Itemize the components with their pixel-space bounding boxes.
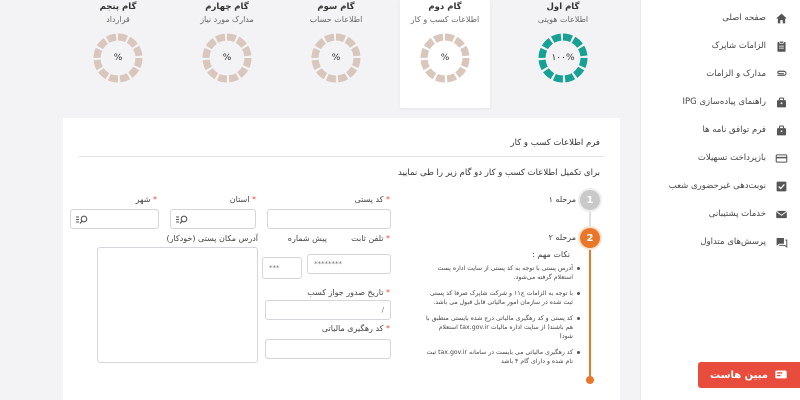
clipboard-icon — [774, 39, 788, 53]
province-select[interactable] — [170, 209, 256, 229]
sidebar-item-loan-repayment[interactable] — [641, 144, 800, 172]
search-icon — [75, 210, 89, 229]
notes-title: نکات مهم : — [532, 250, 570, 259]
sidebar-item-support[interactable] — [641, 200, 800, 228]
step-progress-ring — [201, 32, 253, 84]
step-percent: % — [331, 53, 341, 63]
step-title: گام پنجم — [99, 2, 137, 12]
sidebar-item-shaparak-requirements[interactable] — [641, 32, 800, 60]
postal-code-label: * کد پستی — [354, 195, 390, 204]
stage-2-label: مرحله ۲ — [548, 233, 576, 242]
step-percent: % — [440, 53, 450, 63]
step-1[interactable] — [518, 0, 608, 108]
step-subtitle: اطلاعات هویتی — [537, 15, 589, 24]
sidebar-item-faq[interactable] — [641, 228, 800, 256]
step-progress-ring — [419, 32, 471, 84]
tax-code-label: * کد رهگیری مالیاتی — [321, 324, 390, 333]
address-label: آدرس مکان پستی (خودکار) — [166, 234, 258, 243]
note-item: آدرس پستی با توجه به کد پستی از سایت اداره پست استعلام گرفته می‌شود. — [425, 264, 580, 282]
city-label: * شهر — [135, 195, 157, 204]
license-date-input[interactable]: / — [265, 300, 391, 320]
note-item: کد پستی و کد رهگیری مالیاتی درج شده بایستی منطبق با هم باشند( از سایت اداره مالیات tax.gov.ir استعلام شود) — [425, 314, 580, 341]
phone-label: * تلفن ثابت — [351, 234, 390, 243]
notes-list — [425, 264, 580, 373]
sidebar-item-label: نوبت‌دهی غیرحضوری شعب — [668, 181, 766, 191]
bag-icon — [774, 123, 788, 137]
divider — [79, 156, 604, 157]
step-progress-ring — [310, 32, 362, 84]
sidebar-item-documents[interactable] — [641, 60, 800, 88]
postal-code-input[interactable] — [267, 209, 391, 229]
sidebar-item-label: خدمات پشتیبانی — [708, 209, 766, 219]
province-label: * استان — [229, 195, 256, 204]
stage-1-marker[interactable]: 1 — [580, 190, 600, 210]
city-select[interactable] — [70, 209, 159, 229]
step-title: گام سوم — [317, 2, 355, 12]
step-4[interactable] — [182, 0, 272, 108]
license-date-label: * تاریخ صدور جواز کسب — [307, 288, 390, 297]
step-percent: ۱۰۰% — [551, 53, 575, 63]
note-item: کد رهگیری مالیاتی می بایست در سامانه tax.gov.ir ثبت نام شده و دارای گام ۴ باشد — [425, 348, 580, 366]
chat-icon — [774, 235, 788, 249]
step-progress-ring — [92, 32, 144, 84]
address-textarea — [97, 247, 258, 363]
area-code-label: پیش شماره — [287, 234, 327, 243]
phone-input[interactable]: ******** — [307, 254, 391, 274]
step-progress-ring — [537, 32, 589, 84]
step-title: گام چهارم — [205, 2, 249, 12]
step-title: گام دوم — [428, 2, 462, 12]
search-icon — [175, 210, 189, 229]
form-title: فرم اطلاعات کسب و کار — [510, 138, 600, 148]
sidebar-item-label: بازپرداخت تسهیلات — [697, 153, 766, 163]
mail-icon — [774, 207, 788, 221]
timeline-end-dot — [586, 376, 594, 384]
brand-name: مبین هاست — [710, 369, 768, 381]
step-5[interactable] — [73, 0, 163, 108]
credit-card-icon — [774, 151, 788, 165]
sidebar-item-label: الزامات شاپرک — [711, 41, 766, 51]
step-subtitle: اطلاعات کسب و کار — [410, 15, 480, 24]
step-subtitle: مدارک مورد نیاز — [200, 15, 254, 24]
sidebar-item-label: مدارک و الزامات — [706, 69, 766, 79]
sidebar-item-ipg-guide[interactable] — [641, 88, 800, 116]
sidebar-item-label: صفحه اصلی — [722, 13, 766, 23]
step-percent: % — [222, 53, 232, 63]
step-subtitle: قرارداد — [106, 15, 130, 24]
timeline-progress — [589, 244, 591, 380]
sidebar-item-label: فرم توافق نامه ها — [702, 125, 766, 135]
home-icon — [774, 11, 788, 25]
form-subtitle: برای تکمیل اطلاعات کسب و کار دو گام زیر را طی نمایید — [398, 168, 600, 178]
step-subtitle: اطلاعات حساب — [309, 15, 363, 24]
step-title: گام اول — [546, 2, 580, 12]
note-item: با توجه به الزامات ج۱۱ و شرکت شاپرک صرفا کد پستی ثبت شده در سازمان امور مالیاتی قابل قبول می باشد. — [425, 289, 580, 307]
sidebar — [640, 0, 800, 400]
stage-1-label: مرحله ۱ — [548, 195, 576, 204]
sidebar-item-label: پرسش‌های متداول — [700, 237, 766, 247]
business-info-form — [63, 118, 620, 400]
sidebar-item-agreement-forms[interactable] — [641, 116, 800, 144]
step-2[interactable] — [400, 0, 490, 108]
bag-icon — [774, 95, 788, 109]
sidebar-item-label: راهنمای پیاده‌سازی IPG — [682, 97, 766, 107]
sidebar-item-home[interactable] — [641, 4, 800, 32]
area-code-input[interactable]: *** — [262, 257, 302, 279]
brand-logo-icon — [774, 366, 788, 385]
brand-badge — [698, 362, 800, 388]
step-percent: % — [113, 53, 123, 63]
stage-2-marker[interactable]: 2 — [580, 228, 600, 248]
sidebar-item-branch-appointment[interactable] — [641, 172, 800, 200]
checkbox-icon — [774, 179, 788, 193]
attachment-icon — [774, 67, 788, 81]
tax-code-input[interactable] — [265, 339, 391, 359]
step-3[interactable] — [291, 0, 381, 108]
